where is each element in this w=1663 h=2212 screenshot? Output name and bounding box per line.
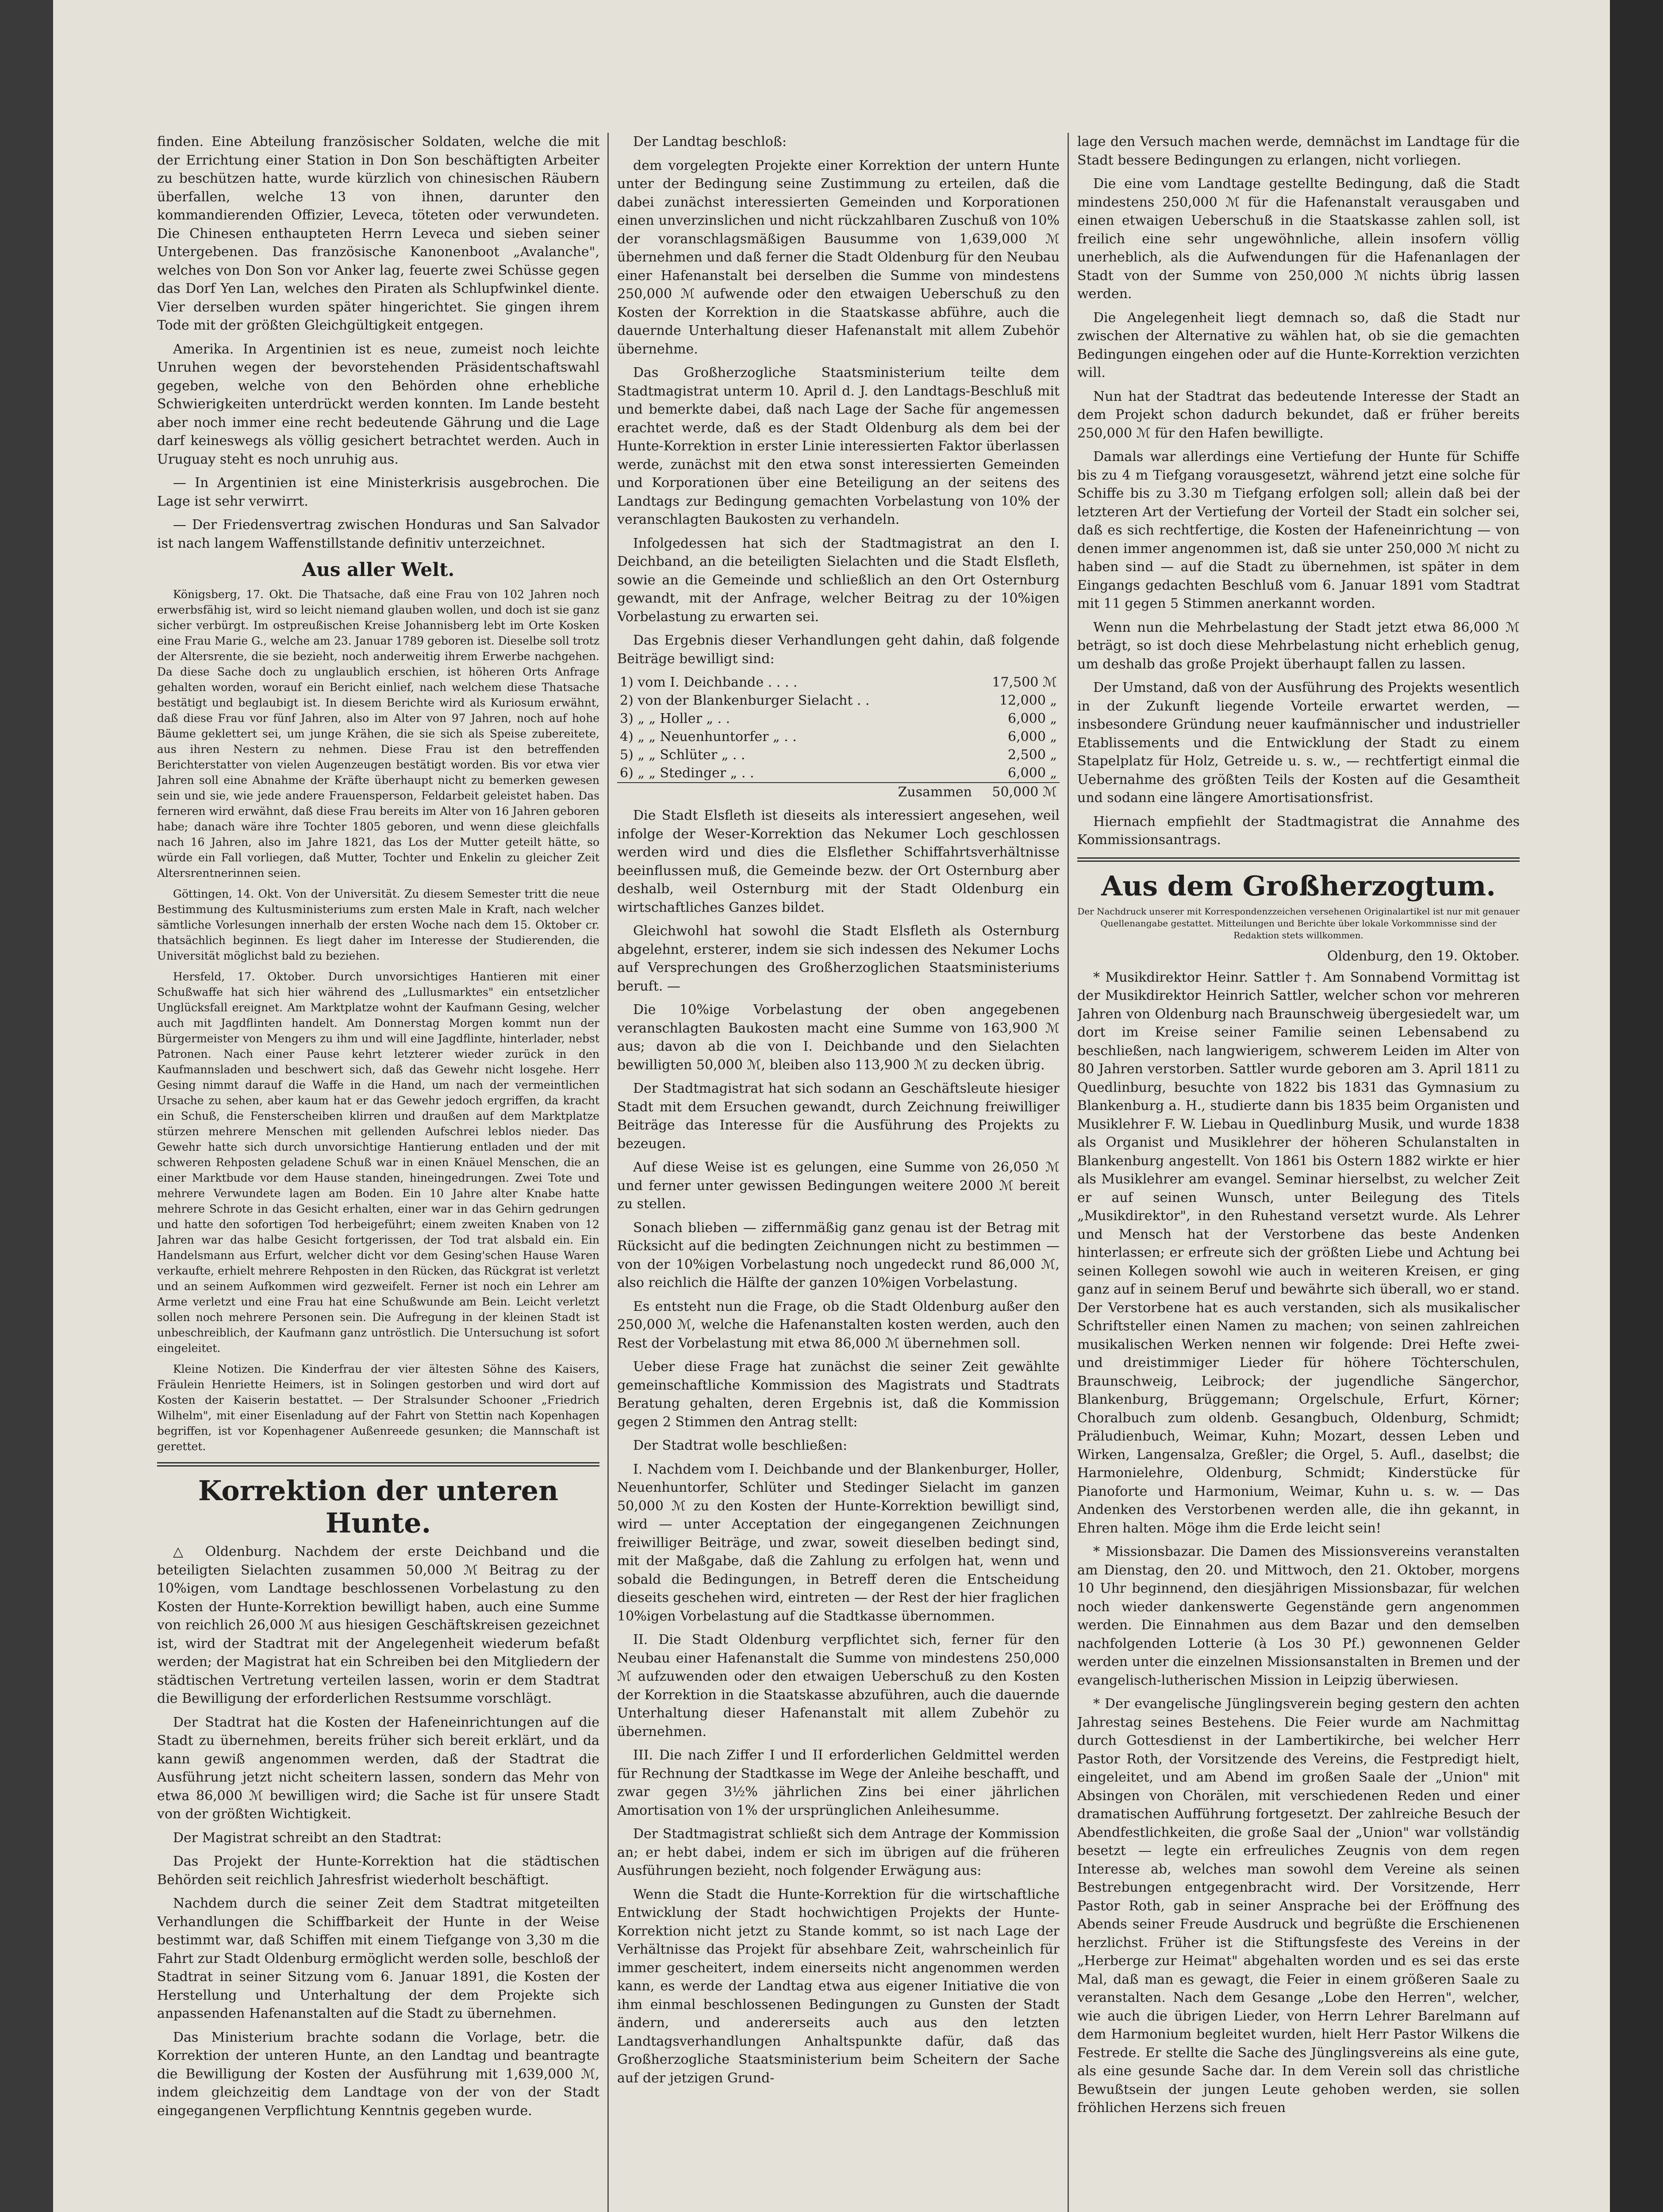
news-sattler: * Musikdirektor Heinr. Sattler †. Am Sonnabend Vormittag ist der Musikdirektor Heinrich Sattler, welcher schon vor mehreren Jahren von Oldenburg nach Braunschweig übergesiedelt war, um dort im Kreise seiner Familie seinen Lebensabend zu beschließen, nach langwierigem, schwerem Leiden im Alter von 80 Jahren verstorben. Sattler wurde geboren am 3. April 1811 zu Quedlinburg, besuchte von 1822 bis 1831 das Gymnasium zu Blankenburg a. H., studierte dann bis 1835 beim Organisten und Musiklehrer F. W. Liebau in Quedlinburg Musik, und wurde 1838 als Organist und Musiklehrer der höheren Schulanstalten in Blankenburg angestellt. Von 1861 bis Ostern 1882 wirkte er hier als Musiklehrer am evangel. Seminar hierselbst, zu welcher Zeit er auf seinen Wunsch, unter Beilegung des Titels „Musikdirektor", in den Ruhestand versetzt wurde. Als Lehrer und Mensch hat der Verstorbene das beste Andenken hinterlassen; er erfreute sich der größten Liebe und Achtung bei seinen Kollegen sowohl wie auch in weiteren Kreisen, er ging ganz auf in seinem Beruf und bewährte sich überall, wo er stand. Der Verstorbene hat es auch verstanden, sich als musikalischer Schriftsteller einen Namen zu machen; von seinen zahlreichen musikalischen Werken nennen wir folgende: Drei Hefte zwei- und dreistimmiger Lieder für höhere Töchterschulen, Braunschweig, Leibrock; der jugendliche Sängerchor, Blankenburg, Brüggemann; Orgelschule, Erfurt, Körner; Choralbuch zum oldenb. Gesangbuch, Oldenburg, Schmidt; Präludienbuch, Weimar, Kuhn; Mozart, dessen Leben und Wirken, Langensalza, Greßler; die Orgel, 5. Aufl., daselbst; die Harmonielehre, Oldenburg, Schmidt; Kinderstücke für Pianoforte und Harmonium, Weimar, Kuhn u. s. w. — Das Andenken des Verstorbenen werden alle, die ihn gekannt, in Ehren halten. Möge ihm die Erde leicht sein! <box>1077 969 1520 1536</box>
table-cell-label: 2) von der Blankenburger Sielacht . . <box>620 693 870 708</box>
article-text: Es entsteht nun die Frage, ob die Stadt Oldenburg außer den 250,000 ℳ, welche die Hafenanstalten kosten werden, auch den Rest der Vorbelastung mit etwa 86,000 ℳ übernehmen soll. <box>617 1298 1060 1351</box>
table-cell-label: 1) vom I. Deichbande . . . . <box>620 675 798 690</box>
table-row <box>617 673 1060 691</box>
contributions-table <box>617 673 1060 801</box>
article-text: Nun hat der Stadtrat das bedeutende Interesse der Stadt an dem Projekt schon dadurch bekundet, daß er früher bereits 250,000 ℳ für den Hafen bewilligte. <box>1077 388 1520 441</box>
article-text: Wenn nun die Mehrbelastung der Stadt jetzt etwa 86,000 ℳ beträgt, so ist doch diese Mehrbelastung nicht erheblich genug, um deshalb das große Projekt überhaupt fallen zu lassen. <box>1077 619 1520 672</box>
article-text: Sonach blieben — ziffernmäßig ganz genau ist der Betrag mit Rücksicht auf die bedingten Zeichnungen nicht zu bestimmen — von der 10%igen Vorbelastung noch ungedeckt rund 86,000 ℳ, also reichlich die Hälfte der ganzen 10%igen Vorbelastung. <box>617 1220 1060 1290</box>
table-cell-label: 3) „ „ Holler „ . . <box>620 711 730 726</box>
article-text: Der Landtag beschloß: <box>633 134 787 150</box>
table-row <box>617 746 1060 764</box>
article-text: Das Ergebnis dieser Verhandlungen geht dahin, daß folgende Beiträge bewilligt sind: <box>617 633 1060 667</box>
article-text: dem vorgelegten Projekte einer Korrektion der untern Hunte unter der Bedingung seine Zustimmung zu erteilen, daß die dabei zunächst interessierten Gemeinden und Korporationen einen unverzinslichen und nicht rückzahlbaren Zuschuß von 10% der voranschlagsmäßigen Bausumme von 1,639,000 ℳ übernehmen und daß ferner die Stadt Oldenburg für den Neubau einer Hafenanstalt bei derselben die Summe von mindestens 250,000 ℳ aufwende oder den etwaigen Ueberschuß zu den Kosten der Korrektion in die Staatskasse abführe, auch die dauernde Unterhaltung dieser Hafenanstalt mit allem Zubehör übernehme. <box>617 157 1060 357</box>
article-text: — In Argentinien ist eine Ministerkrisis ausgebrochen. Die Lage ist sehr verwirrt. <box>157 475 599 509</box>
divider <box>157 1462 599 1467</box>
article-text: Damals war allerdings eine Vertiefung der Hunte für Schiffe bis zu 4 m Tiefgang vorausgesetzt, während jetzt eine solche für Schiffe bis zu 3.30 m Tiefgang erfolgen soll; allein daß bei der letzteren Art der Vertiefung der Vorteil der Stadt ein solcher sei, daß es sich rechtfertige, die Kosten der Hafeneinrichtung — von denen immer angenommen ist, daß sie unter 250,000 ℳ nicht zu haben sind — auf die Stadt zu übernehmen, ist später in dem Eingangs gedachten Beschluß vom 6. Januar 1891 vom Stadtrat mit 11 gegen 5 Stimmen anerkannt worden. <box>1077 449 1520 611</box>
dateline: Oldenburg, den 19. Oktober. <box>1327 948 1520 964</box>
article-text: Hiernach empfiehlt der Stadtmagistrat die Annahme des Kommissionsantrags. <box>1077 814 1520 848</box>
table-total-row <box>617 783 1060 801</box>
news-hersfeld: Hersfeld, 17. Oktober. Durch unvorsichtiges Hantieren mit einer Schußwaffe hat sich hier während des „Lullusmarktes" ein entsetzlicher Unglücksfall ereignet. Am Marktplatze wohnt der Kaufmann Gesing, welcher auch mit Jagdflinten handelt. Am Donnerstag Morgen kommt nun der Bürgermeister von Mengers zu ihm und will eine Jagdflinte, hinterlader, nebst Patronen. Nach einer Pause kehrt letzterer wieder zurück in den Kaufmannsladen und beschwert sich, daß das Gewehr nicht losgehe. Herr Gesing nimmt darauf die Waffe in die Hand, um nach der vermeintlichen Ursache zu sehen, aber kaum hat er das Gewehr jedoch ergriffen, da kracht ein Schuß, die Fensterscheiben klirren und draußen auf dem Marktplatze stürzen mehrere Menschen mit gellenden Aufschrei leblos nieder. Das Gewehr hatte sich durch unvorsichtige Hantierung entladen und der mit schweren Rehposten geladene Schuß war in einen Knäuel Menschen, die an einer Marktbude vor dem Hause standen, hineingedrungen. Zwei Tote und mehrere Verwundete lagen am Boden. Ein 10 Jahre alter Knabe hatte mehrere Schrote in das Gesicht erhalten, einer war in das Gehirn gedrungen und hatte den sofortigen Tod herbeigeführt; einem zweiten Knaben von 12 Jahren war das halbe Gesicht fortgerissen, der Tod trat alsbald ein. Ein Handelsmann aus Erfurt, welcher dicht vor dem Gesing'schen Hause Waren verkaufte, erhielt mehrere Rehposten in den Rücken, das Rückgrat ist verletzt und an seinem Aufkommen wird gezweifelt. Ferner ist noch ein Lehrer am Arme verletzt und eine Frau hat eine Schußwunde am Bein. Leicht verletzt sollen noch mehrere Personen sein. Die Aufregung in der kleinen Stadt ist unbeschreiblich, der Kaufmann ganz untröstlich. Die Untersuchung ist sofort eingeleitet. <box>157 970 599 1355</box>
table-row <box>617 728 1060 746</box>
table-cell-label: 5) „ „ Schlüter „ . . <box>620 747 745 763</box>
table-row <box>617 691 1060 710</box>
table-cell-label: 4) „ „ Neuenhuntorfer „ . . <box>620 729 797 745</box>
resolution-item: I. Nachdem vom I. Deichbande und der Blankenburger, Holler, Neuenhuntorfer, Schlüter und Stedinger Sielacht im ganzen 50,000 ℳ zu den Kosten der Hunte-Korrektion bewilligt sind, wird — unter Acceptation der eingegangenen Zeichnungen freiwilliger Beiträge, und zwar, soweit dieselben bedingt sind, mit der Maßgabe, daß die Zahlung zu erfolgen hat, wenn und sobald die Bedingungen, in Betreff deren die Entscheidung dieseits geschehen wird, eintreten — der Rest der hier fraglichen 10%igen Vorbelastung auf die Stadtkasse übernommen. <box>617 1461 1060 1624</box>
article-text: lage den Versuch machen werde, demnächst im Landtage für die Stadt bessere Bedingungen zu erlangen, nicht vorliegen. <box>1077 134 1520 168</box>
article-text: Auf diese Weise ist es gelungen, eine Summe von 26,050 ℳ und ferner unter gewissen Bedingungen weitere 2000 ℳ bereit zu stellen. <box>617 1160 1060 1212</box>
article-text: Das Großherzogliche Staatsministerium teilte dem Stadtmagistrat unterm 10. April d. J. den Landtags-Beschluß mit und bemerkte dabei, daß nach Lage der Sache für angemessen erachtet werde, daß es der Stadt Oldenburg als dem bei der Hunte-Korrektion in erster Linie interessierten Faktor überlassen werde, zunächst mit den etwa sonst interessierten Gemeinden und Korporationen über eine Beteiligung an der seitens des Landtags zur Bedingung gemachten Vorbelastung von 10% der veranschlagten Baukosten zu verhandeln. <box>617 365 1060 527</box>
article-text: △ Oldenburg. Nachdem der erste Deichband und die beteiligten Sielachten zusammen 50,000 ℳ Beitrag zu der 10%igen, vom Landtage beschlossenen Vorbelastung zu den Kosten der Hunte-Korrektion bewilligt haben, auch eine Summe von reichlich 26,000 ℳ aus hiesigen Geschäftskreisen gezeichnet ist, wird der Stadtrat mit der Angelegenheit wiederum befaßt werden; der Magistrat hat ein Schreiben bei den Mitgliedern der städtischen Vertretung verteilen lassen, worin er dem Stadtrat die Bewilligung der erforderlichen Restsumme vorschlägt. <box>157 1544 599 1706</box>
column-rule <box>1068 133 1069 2212</box>
scan-edge <box>1610 0 1663 2212</box>
section-heading: Aus aller Welt. <box>302 559 455 580</box>
news-goettingen: Göttingen, 14. Okt. Von der Universität. Zu diesem Semester tritt die neue Bestimmung des Kultusministeriums zum ersten Male in Kraft, nach welcher sämtliche Vorlesungen innerhalb der ersten Woche nach dem 15. Oktober cr. thatsächlich beginnen. Es liegt daher im Interesse der Studierenden, die Universität möglichst bald zu beziehen. <box>157 887 599 962</box>
article-text: Der Stadtmagistrat schließt sich dem Antrage der Kommission an; er hebt dabei, indem er sich im übrigen auf die früheren Ausführungen bezieht, noch folgender Erwägung aus: <box>617 1826 1060 1878</box>
article-text: Der Stadtrat wolle beschließen: <box>633 1438 848 1453</box>
article-text: finden. Eine Abteilung französischer Soldaten, welche die mit der Errichtung einer Station in Don Son beschäftigten Arbeiter zu beschützen hatte, wurde kürzlich von chinesischen Räubern überfallen, welche 13 von ihnen, darunter den kommandierenden Offizier, Leveca, töteten oder verwundeten. Die Chinesen enthaupteten Herrn Leveca und sieben seiner Untergebenen. Das französische Kanonenboot „Avalanche", welches von Don Son vor Anker lag, feuerte zwei Schüsse gegen das Dorf Yen Lan, welches den Piraten als Schlupfwinkel diente. Vier derselben wurden später hingerichtet. Sie gingen ihrem Tode mit der größten Gleichgültigkeit entgegen. <box>157 134 599 333</box>
article-text: Das Ministerium brachte sodann die Vorlage, betr. die Korrektion der unteren Hunte, an den Landtag und beantragte die Bewilligung der Kosten der Ausführung mit 1,639,000 ℳ, indem gleichzeitig dem Landtage von der von der Stadt eingegangenen Verpflichtung Kenntnis gegeben wurde. <box>157 2029 599 2119</box>
article-text: Gleichwohl hat sowohl die Stadt Elsfleth als Osternburg abgelehnt, ersterer, indem sie sich indessen des Nekumer Lochs auf Versprechungen des Großherzoglichen Staatsministeriums beruft. — <box>617 923 1060 994</box>
column-rule <box>607 133 609 2212</box>
article-text: Der Stadtrat hat die Kosten der Hafeneinrichtungen auf die Stadt zu übernehmen, bereits früher sich bereit erklärt, und da kann gewiß angenommen werden, daß der Stadtrat die Ausführung jetzt nicht scheitern lassen, sondern das Mehr von etwa 86,000 ℳ bewilligen wird; die Sache ist für unsere Stadt von der größten Wichtigkeit. <box>157 1714 599 1822</box>
article-text: Der Magistrat schreibt an den Stadtrat: <box>173 1830 442 1846</box>
table-cell-amount: 17,500 ℳ <box>992 675 1057 690</box>
article-text: — Der Friedensvertrag zwischen Honduras und San Salvador ist nach langem Waffenstillstande definitiv unterzeichnet. <box>157 517 599 551</box>
divider <box>1077 857 1520 862</box>
article-text: Der Stadtmagistrat hat sich sodann an Geschäftsleute hiesiger Stadt mit dem Ersuchen gewandt, durch Zeichnung freiwilliger Beiträge das Interesse für die Ausführung des Projekts zu bezeugen. <box>617 1081 1060 1152</box>
article-text: Der Umstand, daß von der Ausführung des Projekts wesentlich in der Zukunft liegende Vorteile erwartet werden, — insbesondere Gründung neuer kaufmännischer und industrieller Etablissements und die Entwicklung der Stadt zu einem Stapelplatz für Holz, Getreide u. s. w., — rechtfertigt einmal die Uebernahme des größten Teils der Kosten auf die Gesamtheit und sodann eine längere Amortisationsfrist. <box>1077 680 1520 806</box>
article-text: Das Projekt der Hunte-Korrektion hat die städtischen Behörden seit reichlich Jahresfrist wiederholt beschäftigt. <box>157 1854 599 1888</box>
column-2 <box>617 133 1060 2212</box>
table-row <box>617 710 1060 728</box>
article-text: Die eine vom Landtage gestellte Bedingung, daß die Stadt mindestens 250,000 ℳ für die Hafenanstalt verausgaben und einen etwaigen Ueberschuß in die Staatskasse zahlen soll, ist freilich eine sehr ungewöhnliche, allein insofern völlig unerheblich, als die Aufwendungen für die Hafenanlagen der Stadt von der Summe von 250,000 ℳ nichts übrig lassen werden. <box>1077 176 1520 302</box>
reprint-notice: Der Nachdruck unserer mit Korrespondenzzeichen versehenen Originalartikel ist nur mit genauer Quellenangabe gestattet. Mitteilungen und Berichte über lokale Vorkommnisse sind der Redaktion stets willkommen. <box>1077 906 1520 941</box>
column-3 <box>1077 133 1520 2212</box>
table-row <box>617 764 1060 783</box>
table-cell-amount: 6,000 „ <box>1008 765 1057 781</box>
article-columns <box>157 133 1520 2212</box>
table-cell-amount: 12,000 „ <box>999 693 1057 708</box>
resolution-item: II. Die Stadt Oldenburg verpflichtet sich, ferner für den Neubau einer Hafenanstalt die Summe von mindestens 250,000 ℳ aufzuwenden oder den etwaigen Ueberschuß zu den Kosten der Korrektion in die Staatskasse abzuführen, auch die dauernde Unterhaltung dieser Hafenanstalt mit allem Zubehör zu übernehmen. <box>617 1632 1060 1740</box>
news-missionsbazar: * Missionsbazar. Die Damen des Missionsvereins veranstalten am Dienstag, den 20. und Mittwoch, den 21. Oktober, morgens 10 Uhr beginnend, den diesjährigen Missionsbazar, für welchen noch wieder dankenswerte Gegenstände gern angenommen werden. Die Einnahmen aus dem Bazar und den demselben nachfolgenden Lotterie (à Los 30 Pf.) gewonnenen Gelder werden unter die einzelnen Missionsanstalten in Bremen und der evangelisch-lutherischen Mission in Leipzig überwiesen. <box>1077 1544 1520 1688</box>
article-text: Die Stadt Elsfleth ist dieseits als interessiert angesehen, weil infolge der Weser-Korrektion das Nekumer Loch geschlossen werden wird und dies die Elsflether Schiffahrtsverhältnisse beeinflussen muß, die Gemeinde bezw. der Ort Osternburg aber deshalb, weil Osternburg mit der Stadt Oldenburg ein wirtschaftliches Ganzes bildet. <box>617 808 1060 915</box>
article-text: Wenn die Stadt die Hunte-Korrektion für die wirtschaftliche Entwicklung der Stadt hochwichtigen Projekts der Hunte-Korrektion nicht jetzt zu Stande kommt, so ist nach Lage der Verhältnisse das Projekt für absehbare Zeit, wahrscheinlich für immer gescheitert, indem einerseits nicht angenommen werden kann, es werde der Landtag etwa aus eigener Initiative die von ihm einmal beschlossenen Bedingungen zu Gunsten der Stadt ändern, und andererseits auch aus den letzten Landtagsverhandlungen Anhaltspunkte dafür, daß das Großherzogliche Staatsministerium beim Scheitern der Sache auf der jetzigen Grund- <box>617 1886 1060 2086</box>
newspaper-page <box>53 0 1615 2212</box>
column-1 <box>157 133 599 2212</box>
article-text: Die 10%ige Vorbelastung der oben angegebenen veranschlagten Baukosten macht eine Summe von 163,900 ℳ aus; davon ab die von I. Deichbande und den Sielachten bewilligten 50,000 ℳ, bleiben also 113,900 ℳ zu decken übrig. <box>617 1002 1060 1073</box>
news-kleine-notizen: Kleine Notizen. Die Kinderfrau der vier ältesten Söhne des Kaisers, Fräulein Henriette Heimers, ist in Solingen gestorben und wird dort auf Kosten der Kaiserin bestattet. — Der Stralsunder Schooner „Friedrich Wilhelm", mit einer Eisenladung auf der Fahrt von Stettin nach Kopenhagen begriffen, ist vor Kopenhagener Außenreede gesunken; die Mannschaft ist gerettet. <box>157 1363 599 1453</box>
article-text: Die Angelegenheit liegt demnach so, daß die Stadt nur zwischen der Alternative zu wählen hat, ob sie die gemachten Bedingungen eingehen oder auf die Hunte-Korrektion verzichten will. <box>1077 310 1520 380</box>
article-text: Infolgedessen hat sich der Stadtmagistrat an den I. Deichband, an die beteiligten Sielachten und die Stadt Elsfleth, sowie an die Gemeinde und schließlich an den Ort Osternburg gewandt, mit der Anfrage, welcher Beitrag zu der 10%igen Vorbelastung zu erwarten sei. <box>617 535 1060 625</box>
article-heading: Korrektion der unteren Hunte. <box>198 1475 559 1539</box>
table-cell-amount: 6,000 „ <box>1008 729 1057 745</box>
table-cell-label: 6) „ „ Stedinger „ . . <box>620 765 754 781</box>
news-juenglingsverein: * Der evangelische Jünglingsverein beging gestern den achten Jahrestag seines Bestehens. Die Feier wurde am Nachmittag durch Gottesdienst in der Lambertikirche, bei welcher Herr Pastor Roth, der Vorsitzende des Vereins, die Festpredigt hielt, eingeleitet, und am Abend im großen Saale der „Union" mit Absingen von Chorälen, mit verschiedenen Reden und einer dramatischen Aufführung fortgesetzt. Der zahlreiche Besuch der Abendfestlichkeiten, die große Saal der „Union" war vollständig besetzt — legte ein erfreuliches Zeugnis von dem regen Interesse ab, welches man sowohl dem Vereine als seinen Bestrebungen entgegenbracht wird. Der Vorsitzende, Herr Pastor Roth, gab in seiner Ansprache bei der Eröffnung des Abends seiner Freude Ausdruck und begrüßte die Erschienenen herzlichst. Früher ist die Stiftungsfeste des Vereins in der „Herberge zur Heimat" abgehalten worden und es sei das erste Mal, daß man es gewagt, die Feier in einem größeren Saale zu veranstalten. Nach dem Gesange „Lobe den Herren", welcher, wie auch die übrigen Lieder, von Herrn Lehrer Barelmann auf dem Harmonium begleitet wurden, hielt Herr Pastor Wilkens die Festrede. Er stellte die Sache des Jünglingsvereins als eine gute, als eine gesunde Sache dar. In dem Verein soll das christliche Bewußtsein der jungen Leute gehoben werden, sie sollen fröhlichen Herzens sich freuen <box>1077 1696 1520 2116</box>
article-text: Ueber diese Frage hat zunächst die seiner Zeit gewählte gemeinschaftliche Kommission des Magistrats und Stadtrats Beratung gehalten, deren Ergebnis ist, daß die Kommission gegen 2 Stimmen den Antrag stellt: <box>617 1359 1060 1430</box>
section-amerika: Amerika. In Argentinien ist es neue, zumeist noch leichte Unruhen wegen der bevorstehenden Präsidentschaftswahl gegeben, welche von den Behörden ohne erhebliche Schwierigkeiten unterdrückt werden konnten. Im Lande besteht aber noch immer eine recht bedeutende Gährung und die Lage darf keineswegs als völlig gesichert betrachtet werden. Auch in Uruguay steht es noch unruhig aus. <box>157 341 599 467</box>
section-heading: Aus dem Großherzogtum. <box>1101 869 1496 902</box>
table-total-label: Zusammen <box>617 783 975 801</box>
news-koenigsberg: Königsberg, 17. Okt. Die Thatsache, daß eine Frau von 102 Jahren noch erwerbsfähig ist, wird so leicht niemand glauben wollen, und doch ist sie ganz sicher verbürgt. Im ostpreußischen Kreise Johannisberg lebt im Orte Kosken eine Frau Marie G., welche am 23. Januar 1789 geboren ist. Dieselbe soll trotz der Altersrente, die sie bezieht, noch anderweitig ihrem Erwerbe nachgehen. Da diese Sache doch zu unglaublich erschien, ist höheren Orts Anfrage gehalten worden, worauf ein Bericht einlief, nach welchem diese Thatsache bestätigt und beglaubigt ist. In diesem Berichte wird als Kuriosum erwähnt, daß diese Frau vor fünf Jahren, also im Alter von 97 Jahren, noch auf hohe Bäume geklettert sei, um junge Krähen, die sie sich als Speise zubereitete, aus ihren Nestern zu nehmen. Diese Frau ist den betreffenden Berichterstatter von vielen Augenzeugen bestätigt worden. Bis vor etwa vier Jahren soll eine Abnahme der Kräfte überhaupt nicht zu bemerken gewesen sein und sie, wie jede andere Frauensperson, Feldarbeit geleistet haben. Das ferneren wird erwähnt, daß diese Frau bereits im Alter von 16 Jahren geboren habe; danach wäre ihre Tochter 1805 geboren, und wenn diese gleichfalls nach 16 Jahren, also im Jahre 1821, das Los der Mutter geteilt hätte, so würde ein Fall vorliegen, daß Mutter, Tochter und Enkelin zu gleicher Zeit Altersrentnerinnen seien. <box>157 588 599 879</box>
table-total-amount: 50,000 ℳ <box>975 783 1060 801</box>
table-cell-amount: 2,500 „ <box>1008 747 1057 763</box>
table-cell-amount: 6,000 „ <box>1008 711 1057 726</box>
article-text: Nachdem durch die seiner Zeit dem Stadtrat mitgeteilten Verhandlungen die Schiffbarkeit der Hunte in der Weise bestimmt war, daß Schiffen mit einem Tiefgange von 3,30 m die Fahrt zur Stadt Oldenburg ermöglicht werden solle, beschloß der Stadtrat in seiner Sitzung vom 6. Januar 1891, die Kosten der Herstellung und Unterhaltung der dem Projekte sich anpassenden Hafenanstalten auf die Stadt zu übernehmen. <box>157 1896 599 2021</box>
resolution-item: III. Die nach Ziffer I und II erforderlichen Geldmittel werden für Rechnung der Stadtkasse im Wege der Anleihe beschafft, und zwar gegen 3½% jährlichen Zins bei einer jährlichen Amortisation von 1% der ursprünglichen Anleihesumme. <box>617 1747 1060 1818</box>
